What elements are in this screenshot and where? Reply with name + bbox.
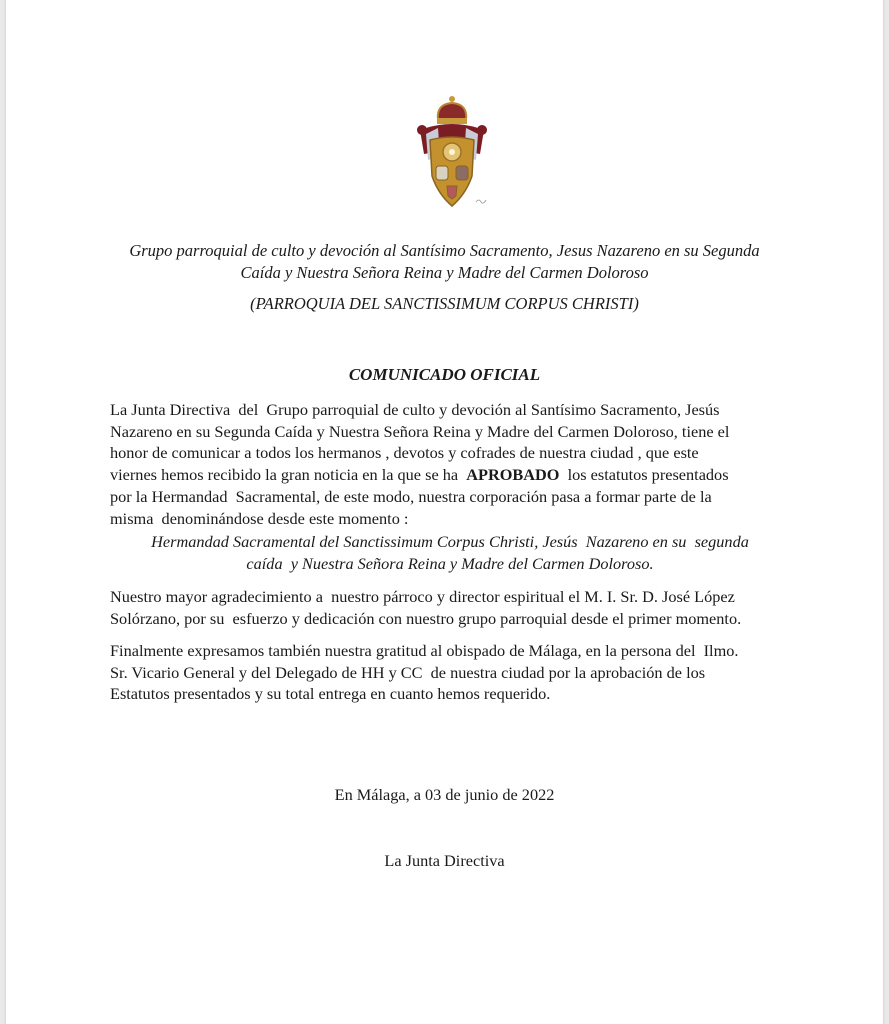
text-line: Estatutos presentados y su total entrega en cuanto hemos requerido.: [110, 684, 551, 704]
text-line: Sr. Vicario General y del Delegado de HH y CC de nuestra ciudad por la aprobación de los: [110, 662, 706, 682]
text-line: La Junta Directiva del Grupo parroquial de culto y devoción al Santísimo Sacramento, Jesús: [110, 400, 720, 419]
text-segment: los estatutos presentados: [559, 465, 729, 485]
group-name-line: Grupo parroquial de culto y devoción al Santísimo Sacramento, Jesus Nazareno en su Segunda: [129, 241, 760, 260]
text-segment: viernes hemos recibido la gran noticia en la que se ha: [110, 465, 467, 485]
text-line: Nuestro mayor agradecimiento a nuestro párroco y director espiritual el M. I. Sr. D. José López: [110, 587, 735, 606]
text-line: por la Hermandad Sacramental, de este modo, nuestra corporación pasa a formar parte de la: [110, 486, 712, 506]
text-line: Hermandad Sacramental del Sanctissimum Corpus Christi, Jesús Nazareno en su segunda: [151, 532, 749, 551]
paragraph-thanks-bishopric: [110, 640, 790, 705]
paragraph-thanks-parish-priest: [110, 586, 790, 629]
parish-name: (PARROQUIA DEL SANCTISSIMUM CORPUS CHRISTI): [250, 294, 639, 313]
paragraph-announcement: [110, 399, 790, 529]
text-line: misma denominándose desde este momento :: [110, 508, 409, 528]
place-and-date: En Málaga, a 03 de junio de 2022: [334, 785, 555, 804]
text-line: Finalmente expresamos también nuestra gratitud al obispado de Málaga, en la persona del Ilmo.: [110, 641, 739, 660]
signature: La Junta Directiva: [384, 851, 505, 870]
text-line: honor de comunicar a todos los hermanos , devotos y cofrades de nuestra ciudad , que este: [110, 443, 699, 463]
coat-of-arms-crest-icon: [410, 94, 494, 212]
document-page: [6, 0, 883, 1024]
text-line: Nazareno en su Segunda Caída y Nuestra Señora Reina y Madre del Carmen Doloroso, tiene el: [110, 421, 730, 441]
new-brotherhood-name: [110, 531, 790, 574]
text-line: Solórzano, por su esfuerzo y dedicación con nuestro grupo parroquial desde el primer momento.: [110, 608, 742, 628]
group-name-header: [6, 240, 883, 284]
group-name-line: Caída y Nuestra Señora Reina y Madre del Carmen Doloroso: [240, 263, 649, 282]
approved-emphasis: APROBADO: [466, 465, 560, 485]
document-title: COMUNICADO OFICIAL: [348, 365, 541, 384]
text-line: caída y Nuestra Señora Reina y Madre del Carmen Doloroso.: [246, 553, 654, 573]
text-line: [110, 464, 790, 486]
